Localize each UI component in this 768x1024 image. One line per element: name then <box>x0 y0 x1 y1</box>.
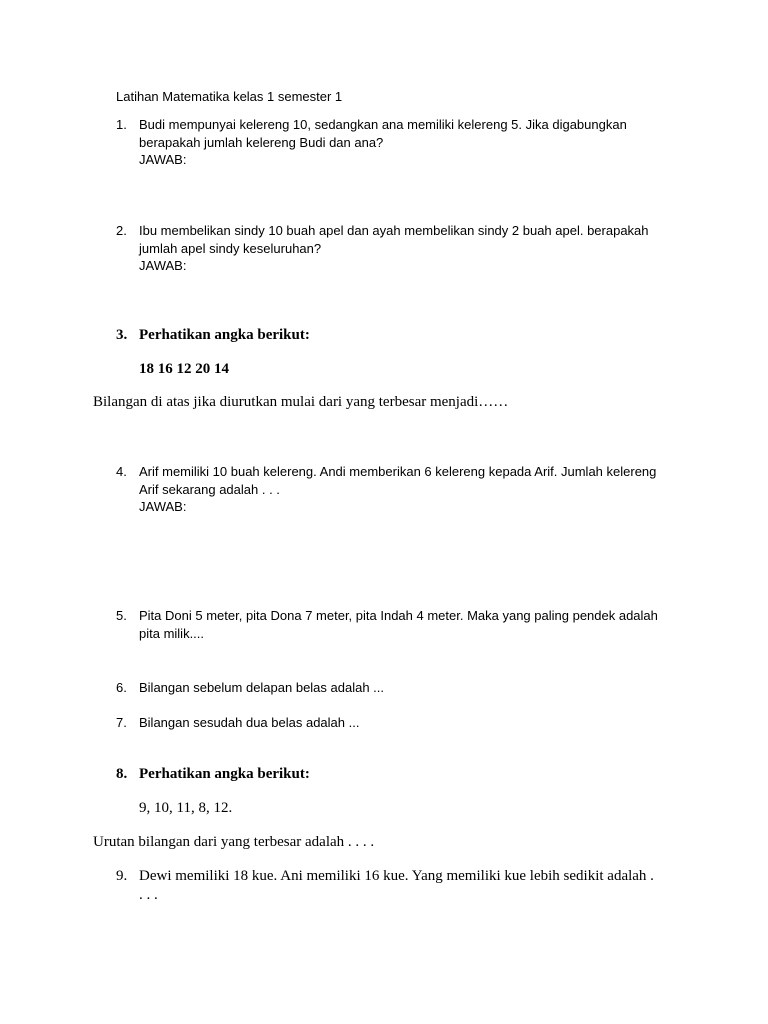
answer-label: JAWAB: <box>139 152 187 167</box>
question-text: Bilangan sesudah dua belas adalah ... <box>139 715 360 730</box>
question-number: 6. <box>116 680 127 695</box>
question-number: 9. <box>116 868 128 884</box>
question-number: 5. <box>116 608 127 623</box>
question-line: Budi mempunyai kelereng 10, sedangkan ana memiliki kelereng 5. Jika digabungkan <box>139 117 627 132</box>
question-line: pita milik.... <box>139 625 205 641</box>
question-text <box>139 867 654 905</box>
question-statement: Bilangan di atas jika diurutkan mulai dari yang terbesar menjadi…… <box>93 394 509 410</box>
answer-label: JAWAB: <box>139 499 187 514</box>
question-number: 7. <box>116 715 127 730</box>
question-heading: Perhatikan angka berikut: <box>139 766 310 782</box>
question-line: Pita Doni 5 meter, pita Dona 7 meter, pita Indah 4 meter. Maka yang paling pendek adalah <box>139 608 658 623</box>
question-statement: Urutan bilangan dari yang terbesar adalah . . . . <box>93 834 375 850</box>
question-line: berapakah jumlah kelereng Budi dan ana? <box>139 134 384 150</box>
document-title: Latihan Matematika kelas 1 semester 1 <box>116 89 343 104</box>
number-sequence: 18 16 12 20 14 <box>139 361 229 377</box>
question-text <box>139 463 656 516</box>
question-number: 4. <box>116 464 127 479</box>
question-text: Bilangan sebelum delapan belas adalah ... <box>139 680 385 695</box>
question-line: jumlah apel sindy keseluruhan? <box>139 240 322 256</box>
question-number: 8. <box>116 766 128 782</box>
question-text <box>139 116 627 169</box>
question-line: Dewi memiliki 18 kue. Ani memiliki 16 kue. Yang memiliki kue lebih sedikit adalah . <box>139 868 654 884</box>
question-line: Arif sekarang adalah . . . <box>139 481 280 497</box>
question-line: . . . <box>139 887 158 903</box>
question-number: 1. <box>116 117 127 132</box>
question-heading: Perhatikan angka berikut: <box>139 327 310 343</box>
question-line: Arif memiliki 10 buah kelereng. Andi memberikan 6 kelereng kepada Arif. Jumlah kelereng <box>139 464 657 479</box>
question-text <box>139 222 649 275</box>
number-sequence: 9, 10, 11, 8, 12. <box>139 800 233 816</box>
question-line: Ibu membelikan sindy 10 buah apel dan ayah membelikan sindy 2 buah apel. berapakah <box>139 223 649 238</box>
answer-label: JAWAB: <box>139 258 187 273</box>
question-number: 3. <box>116 327 128 343</box>
question-text <box>139 607 658 642</box>
question-number: 2. <box>116 223 127 238</box>
